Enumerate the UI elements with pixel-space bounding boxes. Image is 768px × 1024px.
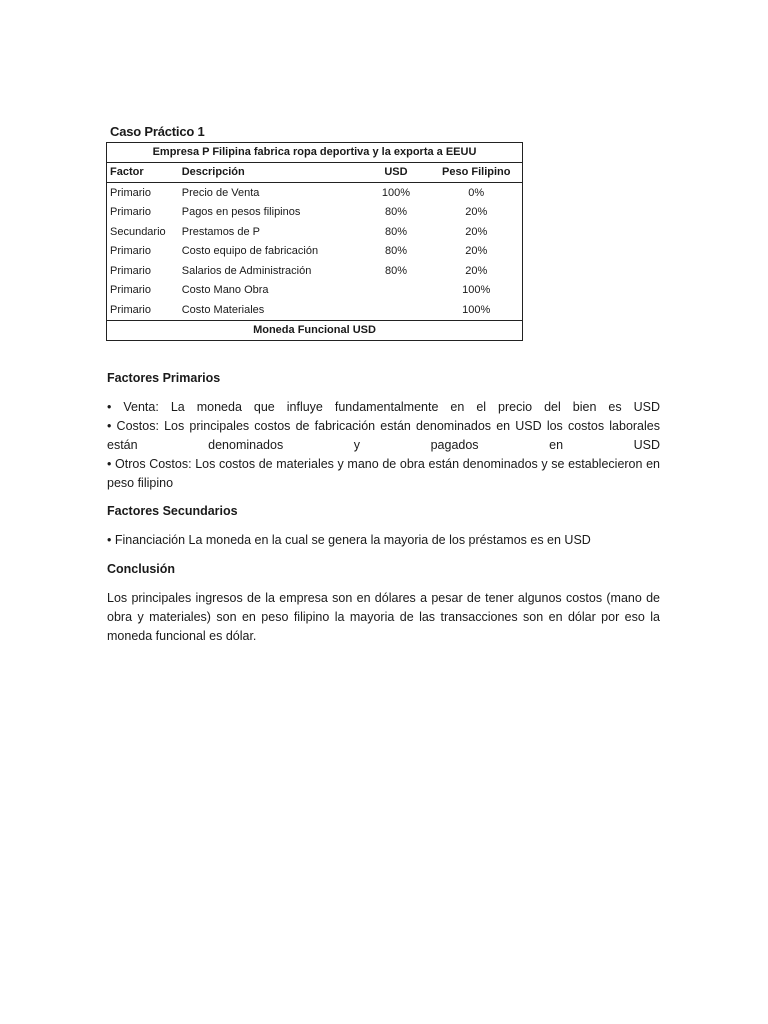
header-usd: USD (362, 162, 429, 183)
costos-item-line1: • Costos: Los principales costos de fabricación están denominados en USD los costos laborales (107, 419, 660, 433)
cell-factor: Primario (110, 264, 151, 277)
cell-peso-filipino: 100% (462, 303, 491, 316)
table-footer: Moneda Funcional USD (106, 320, 523, 340)
conclusion-heading: Conclusión (107, 562, 176, 576)
cell-usd: 80% (384, 206, 407, 219)
cell-usd: 100% (381, 186, 411, 199)
table-row (106, 300, 523, 320)
table-row (106, 183, 523, 203)
header-factor: Factor (106, 162, 178, 183)
factors-table (106, 142, 523, 340)
cell-factor: Primario (110, 245, 151, 258)
header-peso-filipino: Peso Filipino (430, 162, 524, 183)
cell-factor: Primario (110, 186, 151, 199)
cell-peso-filipino: 0% (468, 186, 485, 199)
financiacion-item: • Financiación La moneda en la cual se genera la mayoria de los préstamos es en USD (107, 533, 591, 547)
cell-description: Salarios de Administración (181, 264, 312, 277)
venta-item: • Venta: La moneda que influye fundamentalmente en el precio del bien es USD (107, 400, 660, 414)
otros-costos-item: • Otros Costos: Los costos de materiales y mano de obra están denominados y se establecieron en peso filipino (107, 457, 660, 490)
table-header-row (106, 162, 523, 183)
cell-description: Precio de Venta (181, 186, 260, 199)
cell-factor: Secundario (110, 225, 166, 238)
cell-peso-filipino: 20% (465, 264, 488, 277)
cell-peso-filipino: 20% (465, 245, 488, 258)
cell-description: Prestamos de P (181, 225, 260, 238)
table-row (106, 203, 523, 223)
cell-usd (362, 281, 429, 301)
secondary-factors-heading: Factores Secundarios (107, 504, 238, 518)
primary-factors-list (107, 398, 660, 493)
cell-usd: 80% (384, 225, 407, 238)
cell-usd: 80% (384, 245, 407, 258)
table-row (106, 281, 523, 301)
cell-peso-filipino: 20% (465, 225, 488, 238)
cell-factor: Primario (110, 303, 151, 316)
cell-factor: Primario (110, 206, 151, 219)
conclusion-paragraph: Los principales ingresos de la empresa son en dólares a pesar de tener algunos costos (mano de obra y materiales) son en peso filipino la mayoria de las transacciones son en dólar por eso la moneda funcional es dólar. (107, 591, 660, 643)
table-footer-row (106, 320, 523, 340)
table-row (106, 242, 523, 262)
table-row (106, 261, 523, 281)
cell-factor: Primario (110, 284, 151, 297)
header-description: Descripción (178, 162, 363, 183)
cell-usd: 80% (384, 264, 407, 277)
cell-description: Costo Materiales (181, 303, 265, 316)
cell-peso-filipino: 20% (465, 206, 488, 219)
case-title: Caso Práctico 1 (110, 124, 205, 139)
table-row (106, 222, 523, 242)
cell-description: Costo equipo de fabricación (181, 245, 319, 258)
cell-description: Pagos en pesos filipinos (181, 206, 301, 219)
cell-description: Costo Mano Obra (181, 284, 269, 297)
table-caption-row (106, 142, 523, 162)
primary-factors-heading: Factores Primarios (107, 371, 221, 385)
cell-peso-filipino: 100% (462, 284, 491, 297)
cell-usd (362, 300, 429, 320)
table-caption: Empresa P Filipina fabrica ropa deportiva y la exporta a EEUU (106, 142, 523, 162)
costos-item-line2: están denominados y pagados en USD (107, 438, 660, 452)
